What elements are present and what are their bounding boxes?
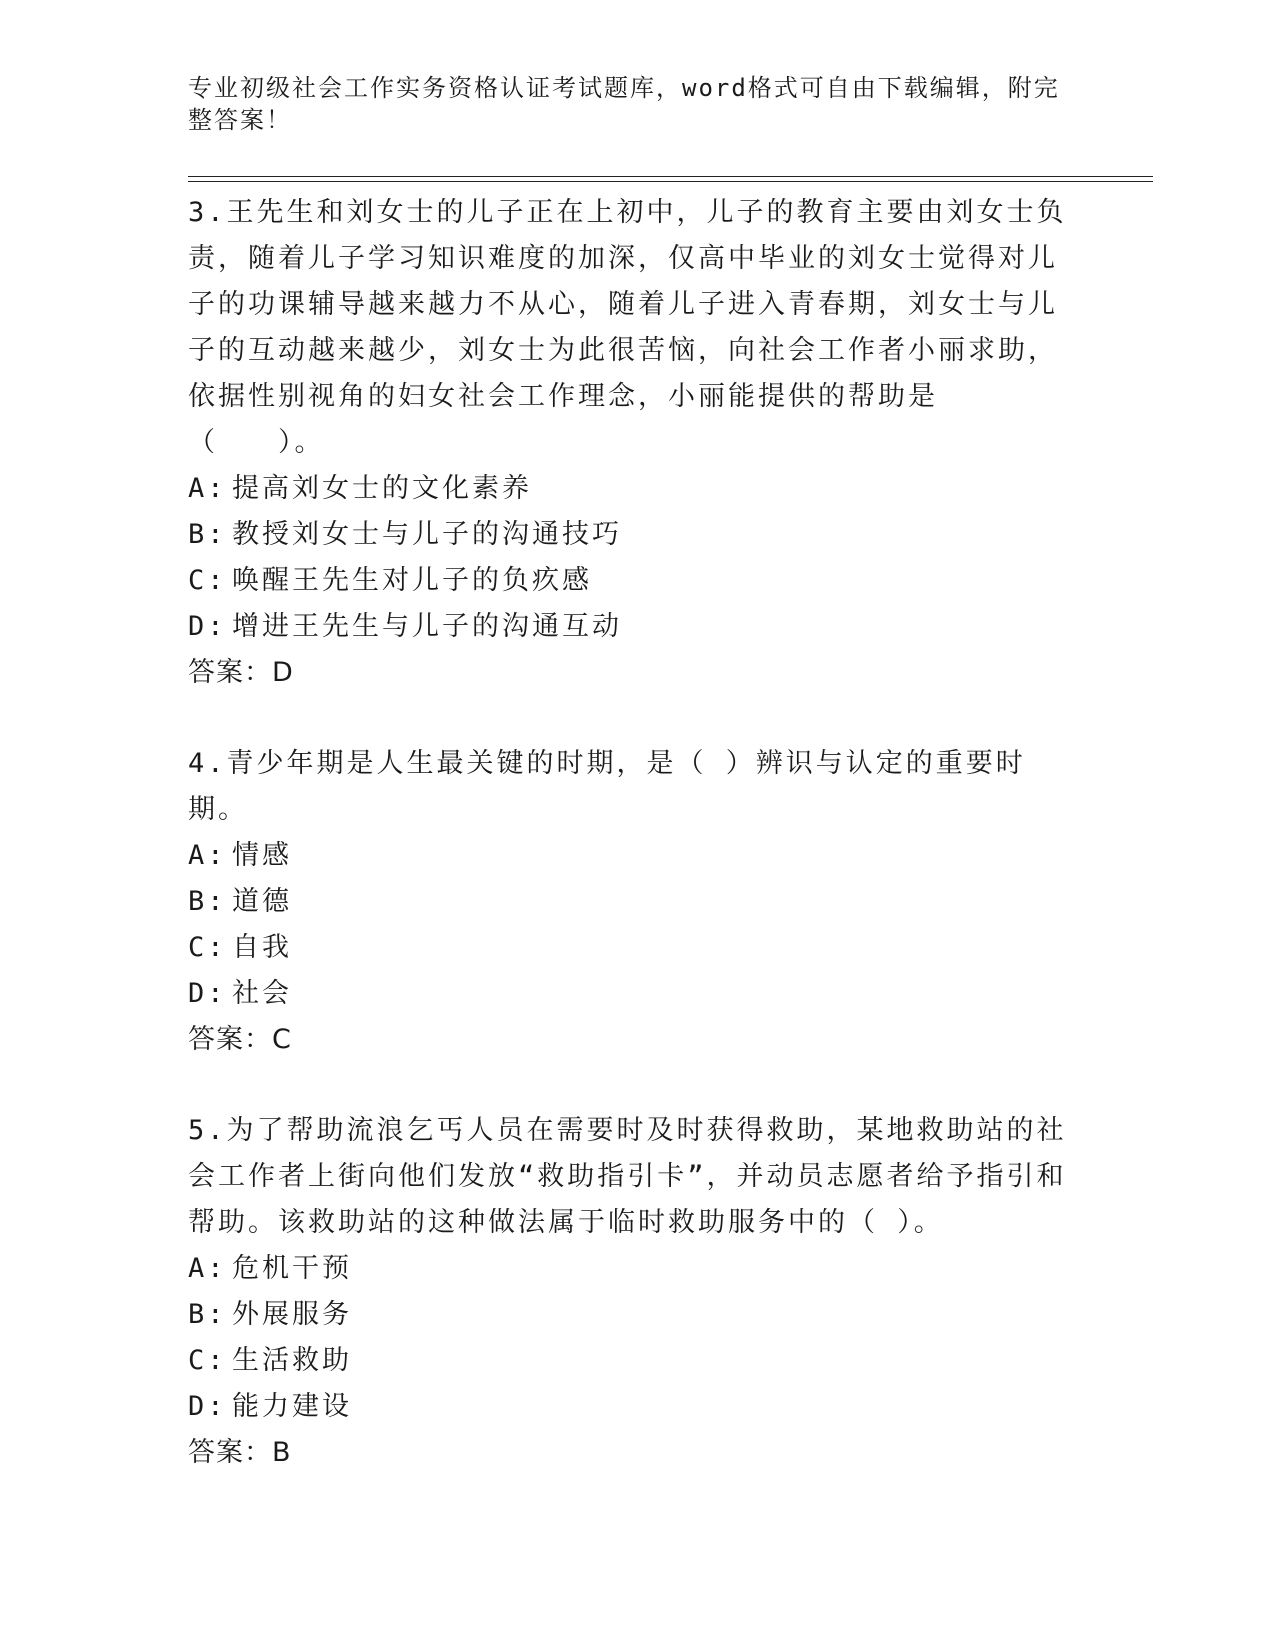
question-4 (188, 741, 1068, 1063)
option-d (188, 971, 1068, 1017)
question-stem: 5.为了帮助流浪乞丐人员在需要时及时获得救助，某地救助站的社会工作者上街向他们发放“救助指引卡”，并动员志愿者给予指引和帮助。该救助站的这种做法属于临时救助服务中的（ ）。 (188, 1115, 1067, 1238)
option-key: B: (188, 886, 227, 917)
option-text: 外展服务 (232, 1299, 352, 1330)
header-rule-bottom (188, 181, 1153, 182)
answer-line: 答案：B (188, 1437, 292, 1468)
answer-line: 答案：C (188, 1024, 292, 1055)
question-stem: 3.王先生和刘女士的儿子正在上初中，儿子的教育主要由刘女士负责，随着儿子学习知识难度的加深，仅高中毕业的刘女士觉得对儿子的功课辅导越来越力不从心，随着儿子进入青春期，刘女士与儿子的互动越来越少，刘女士为此很苦恼，向社会工作者小丽求助，依据性别视角的妇女社会工作理念，小丽能提供的帮助是（ ）。 (188, 197, 1067, 458)
option-key: D: (188, 978, 227, 1009)
option-c (188, 925, 1068, 971)
option-text: 能力建设 (232, 1391, 352, 1422)
option-text: 情感 (232, 840, 292, 871)
option-text: 教授刘女士与儿子的沟通技巧 (232, 519, 622, 550)
option-c (188, 1338, 1068, 1384)
option-text: 自我 (232, 932, 292, 963)
page-header: 专业初级社会工作实务资格认证考试题库，word格式可自由下载编辑，附完整答案！ (188, 74, 1060, 134)
option-key: B: (188, 1299, 227, 1330)
option-key: A: (188, 1253, 227, 1284)
question-3 (188, 190, 1068, 696)
option-text: 提高刘女士的文化素养 (232, 473, 532, 504)
question-stem: 4.青少年期是人生最关键的时期，是（ ）辨识与认定的重要时期。 (188, 748, 1026, 825)
option-text: 唤醒王先生对儿子的负疚感 (232, 565, 592, 596)
option-text: 道德 (232, 886, 292, 917)
option-d (188, 604, 1068, 650)
option-a (188, 833, 1068, 879)
option-key: C: (188, 932, 227, 963)
header-rule-top (188, 176, 1153, 177)
option-b (188, 512, 1068, 558)
option-text: 社会 (232, 978, 292, 1009)
option-b (188, 1292, 1068, 1338)
option-d (188, 1384, 1068, 1430)
answer-line: 答案：D (188, 657, 294, 688)
option-key: D: (188, 1391, 227, 1422)
question-5 (188, 1108, 1068, 1476)
option-key: B: (188, 519, 227, 550)
option-key: A: (188, 473, 227, 504)
option-b (188, 879, 1068, 925)
option-a (188, 1246, 1068, 1292)
option-key: A: (188, 840, 227, 871)
question-list (188, 190, 1068, 1521)
option-text: 生活救助 (232, 1345, 352, 1376)
option-c (188, 558, 1068, 604)
option-text: 增进王先生与儿子的沟通互动 (232, 611, 622, 642)
option-key: C: (188, 1345, 227, 1376)
option-text: 危机干预 (232, 1253, 352, 1284)
option-key: D: (188, 611, 227, 642)
option-a (188, 466, 1068, 512)
option-key: C: (188, 565, 227, 596)
